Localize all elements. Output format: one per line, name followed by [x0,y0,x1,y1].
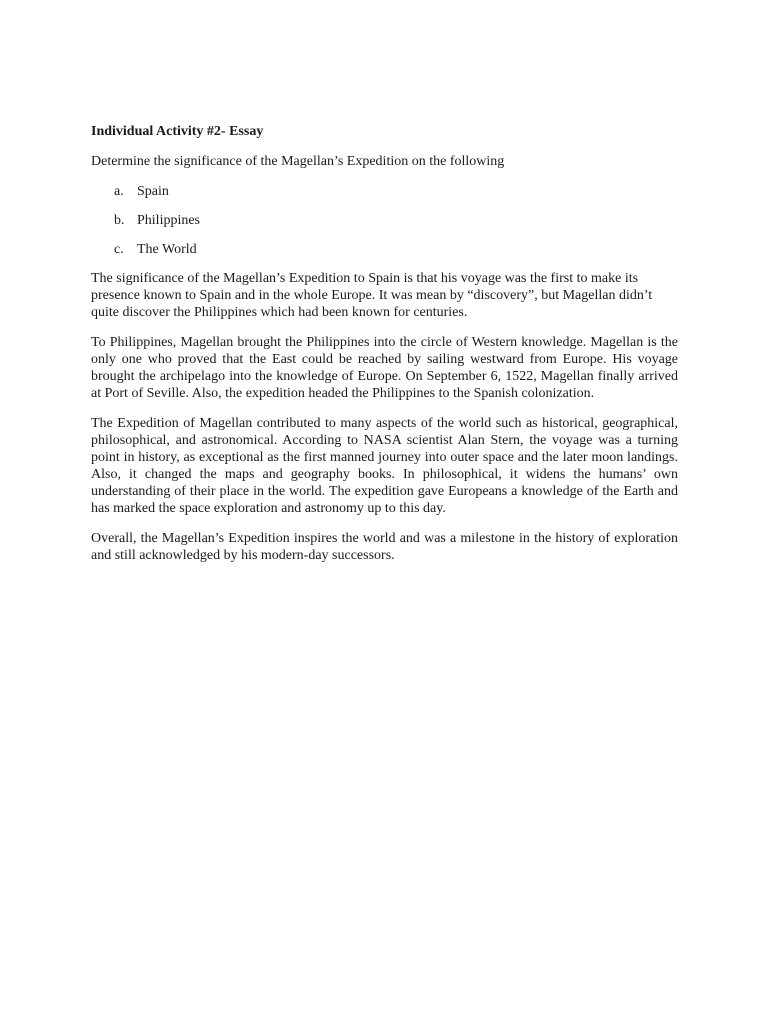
list-item-text: Spain [137,184,169,199]
list-item [91,183,678,200]
paragraph-conclusion: Overall, the Magellan’s Expedition inspires the world and was a milestone in the history of exploration and still acknowledged by his modern-day successors. [91,531,678,563]
list-item-text: Philippines [137,213,201,228]
list-item-text: The World [137,242,197,257]
paragraph-spain: The significance of the Magellan’s Expedition to Spain is that his voyage was the first to make its presence known to Spain and in the whole Europe. It was mean by “discovery”, but Magellan didn’t quite discover the Philippines which had been known for centuries. [91,271,653,320]
list-marker: c. [114,242,124,257]
list-marker: a. [114,184,124,199]
document-page [91,123,678,577]
list-item [91,241,678,258]
list-marker: b. [114,213,125,228]
document-title: Individual Activity #2- Essay [91,124,264,139]
list-item [91,212,678,229]
topic-list [91,183,678,258]
paragraph-world: The Expedition of Magellan contributed to many aspects of the world such as historical, geographical, philosophical, and astronomical. According to NASA scientist Alan Stern, the voyage was a turning point in history, as exceptional as the first manned journey into outer space and the later moon landings. Also, it changed the maps and geography books. In philosophical, it widens the humans’ own understanding of their place in the world. The expedition gave Europeans a knowledge of the Earth and has marked the space exploration and astronomy up to this day. [91,416,678,516]
document-intro: Determine the significance of the Magellan’s Expedition on the following [91,154,505,169]
paragraph-philippines: To Philippines, Magellan brought the Philippines into the circle of Western knowledge. Magellan is the only one who proved that the East could be reached by sailing westward from Europe. His voyage brought the archipelago into the knowledge of Europe. On September 6, 1522, Magellan finally arrived at Port of Seville. Also, the expedition headed the Philippines to the Spanish colonization. [91,335,678,401]
